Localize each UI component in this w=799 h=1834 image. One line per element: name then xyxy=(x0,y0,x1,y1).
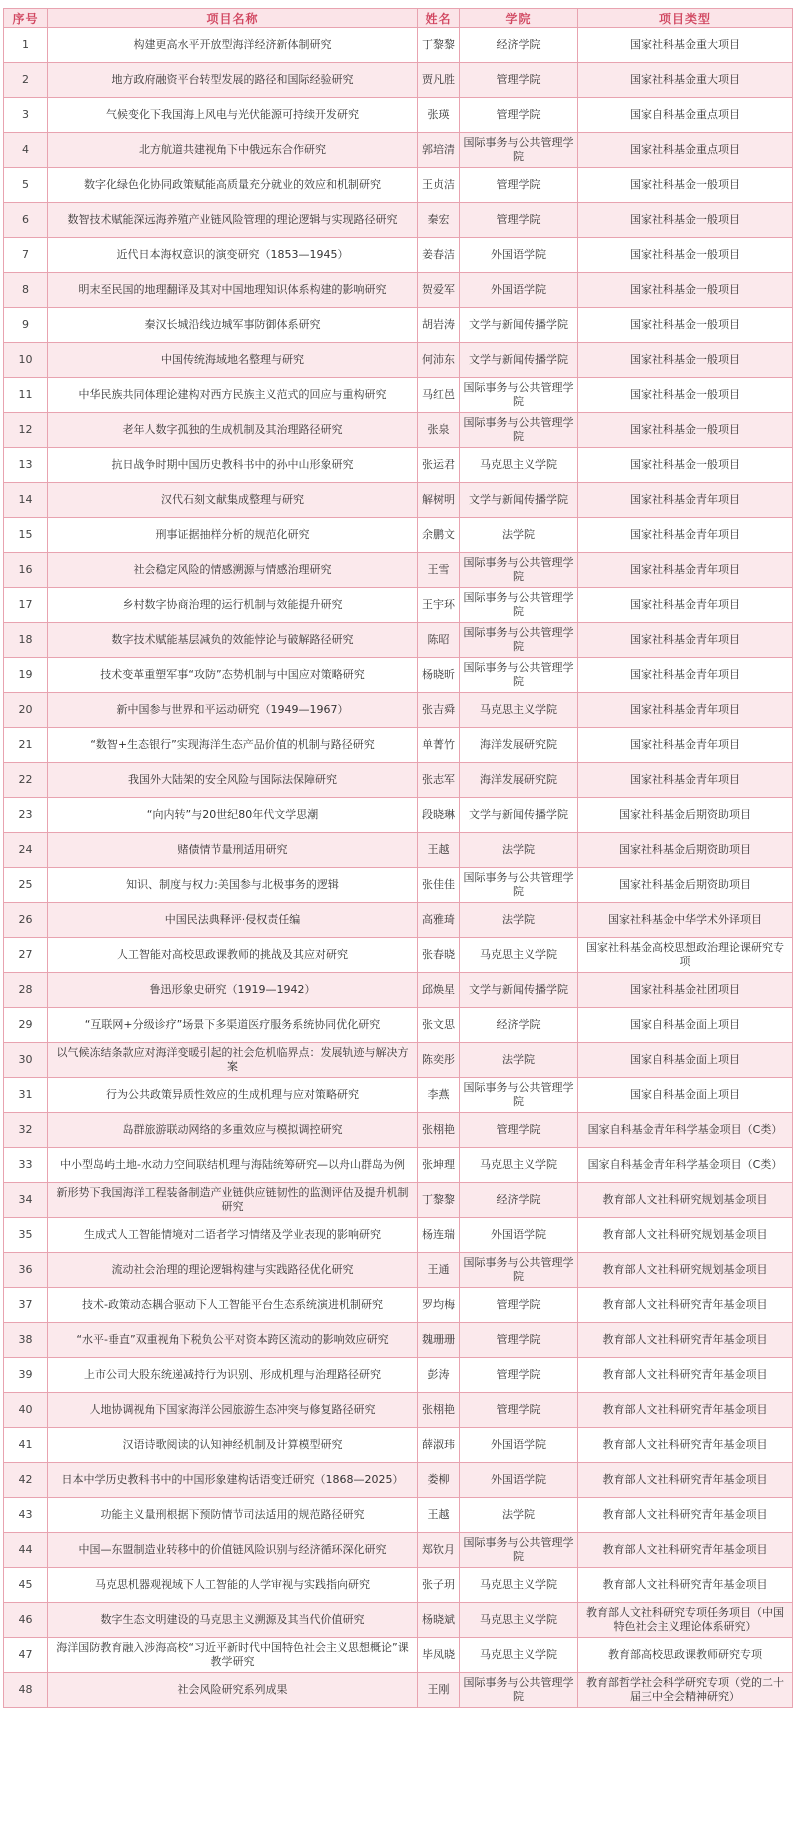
row-college: 国际事务与公共管理学院 xyxy=(460,1673,578,1708)
table-row xyxy=(4,518,793,553)
row-person-name: 张志军 xyxy=(418,763,460,798)
row-college: 文学与新闻传播学院 xyxy=(460,973,578,1008)
table-row xyxy=(4,693,793,728)
row-college: 海洋发展研究院 xyxy=(460,763,578,798)
row-project-type: 国家社科基金青年项目 xyxy=(578,483,793,518)
row-college: 管理学院 xyxy=(460,98,578,133)
row-person-name: 李燕 xyxy=(418,1078,460,1113)
row-person-name: 马红邑 xyxy=(418,378,460,413)
row-index: 35 xyxy=(4,1218,48,1253)
row-college: 管理学院 xyxy=(460,1393,578,1428)
row-person-name: 余鹏文 xyxy=(418,518,460,553)
row-person-name: 王越 xyxy=(418,833,460,868)
row-project-type: 国家社科基金一般项目 xyxy=(578,203,793,238)
row-project-type: 国家社科基金一般项目 xyxy=(578,168,793,203)
row-project-type: 国家社科基金中华学术外译项目 xyxy=(578,903,793,938)
row-project-type: 教育部人文社科研究青年基金项目 xyxy=(578,1533,793,1568)
row-college: 马克思主义学院 xyxy=(460,1603,578,1638)
row-person-name: 解树明 xyxy=(418,483,460,518)
row-index: 17 xyxy=(4,588,48,623)
row-project-type: 国家社科基金一般项目 xyxy=(578,378,793,413)
row-college: 国际事务与公共管理学院 xyxy=(460,133,578,168)
row-index: 47 xyxy=(4,1638,48,1673)
row-index: 7 xyxy=(4,238,48,273)
table-row xyxy=(4,1568,793,1603)
row-project-name: 人工智能对高校思政课教师的挑战及其应对研究 xyxy=(48,938,418,973)
row-index: 42 xyxy=(4,1463,48,1498)
row-project-name: “数智+生态银行”实现海洋生态产品价值的机制与路径研究 xyxy=(48,728,418,763)
row-project-name: 赌债情节量刑适用研究 xyxy=(48,833,418,868)
row-college: 马克思主义学院 xyxy=(460,448,578,483)
row-project-name: 乡村数字协商治理的运行机制与效能提升研究 xyxy=(48,588,418,623)
row-index: 13 xyxy=(4,448,48,483)
table-row xyxy=(4,1533,793,1568)
row-index: 20 xyxy=(4,693,48,728)
row-index: 26 xyxy=(4,903,48,938)
row-index: 10 xyxy=(4,343,48,378)
row-person-name: 张春晓 xyxy=(418,938,460,973)
row-index: 22 xyxy=(4,763,48,798)
row-index: 15 xyxy=(4,518,48,553)
row-project-type: 国家自科基金青年科学基金项目（C类） xyxy=(578,1113,793,1148)
row-project-name: 北方航道共建视角下中俄远东合作研究 xyxy=(48,133,418,168)
row-person-name: 郑钦月 xyxy=(418,1533,460,1568)
row-project-name: 中国民法典释评·侵权责任编 xyxy=(48,903,418,938)
row-project-name: 马克思机器观视域下人工智能的人学审视与实践指向研究 xyxy=(48,1568,418,1603)
row-project-name: 功能主义量刑根据下预防情节司法适用的规范路径研究 xyxy=(48,1498,418,1533)
row-person-name: 张子玥 xyxy=(418,1568,460,1603)
table-row xyxy=(4,203,793,238)
row-project-type: 教育部人文社科研究青年基金项目 xyxy=(578,1428,793,1463)
row-person-name: 王刚 xyxy=(418,1673,460,1708)
table-row xyxy=(4,1428,793,1463)
table-row xyxy=(4,308,793,343)
row-person-name: 贾凡胜 xyxy=(418,63,460,98)
row-project-name: 知识、制度与权力:美国参与北极事务的逻辑 xyxy=(48,868,418,903)
row-college: 国际事务与公共管理学院 xyxy=(460,1253,578,1288)
row-college: 马克思主义学院 xyxy=(460,938,578,973)
table-row xyxy=(4,98,793,133)
table-row xyxy=(4,483,793,518)
row-college: 海洋发展研究院 xyxy=(460,728,578,763)
row-index: 4 xyxy=(4,133,48,168)
row-project-type: 国家社科基金重大项目 xyxy=(578,28,793,63)
row-project-name: 鲁迅形象史研究（1919—1942） xyxy=(48,973,418,1008)
row-person-name: 王越 xyxy=(418,1498,460,1533)
row-project-type: 国家自科基金面上项目 xyxy=(578,1078,793,1113)
row-college: 马克思主义学院 xyxy=(460,1638,578,1673)
row-person-name: 王宇环 xyxy=(418,588,460,623)
row-project-name: 我国外大陆架的安全风险与国际法保障研究 xyxy=(48,763,418,798)
row-college: 外国语学院 xyxy=(460,1428,578,1463)
row-project-name: 汉代石刻文献集成整理与研究 xyxy=(48,483,418,518)
row-index: 5 xyxy=(4,168,48,203)
row-project-type: 国家社科基金一般项目 xyxy=(578,273,793,308)
row-index: 23 xyxy=(4,798,48,833)
row-person-name: 丁黎黎 xyxy=(418,28,460,63)
row-project-name: 以气候冻结条款应对海洋变暖引起的社会危机临界点：发展轨迹与解决方案 xyxy=(48,1043,418,1078)
row-college: 国际事务与公共管理学院 xyxy=(460,623,578,658)
row-project-type: 教育部人文社科研究规划基金项目 xyxy=(578,1183,793,1218)
row-project-name: 岛群旅游联动网络的多重效应与模拟调控研究 xyxy=(48,1113,418,1148)
row-project-type: 国家社科基金后期资助项目 xyxy=(578,868,793,903)
table-row xyxy=(4,868,793,903)
row-project-name: “互联网+分级诊疗”场景下多渠道医疗服务系统协同优化研究 xyxy=(48,1008,418,1043)
row-project-name: 抗日战争时期中国历史教科书中的孙中山形象研究 xyxy=(48,448,418,483)
row-college: 管理学院 xyxy=(460,1358,578,1393)
row-college: 文学与新闻传播学院 xyxy=(460,308,578,343)
row-index: 30 xyxy=(4,1043,48,1078)
row-person-name: 张运君 xyxy=(418,448,460,483)
row-index: 29 xyxy=(4,1008,48,1043)
row-project-type: 教育部人文社科研究青年基金项目 xyxy=(578,1498,793,1533)
row-project-name: 技术-政策动态耦合驱动下人工智能平台生态系统演进机制研究 xyxy=(48,1288,418,1323)
row-project-type: 教育部人文社科研究规划基金项目 xyxy=(578,1253,793,1288)
row-index: 39 xyxy=(4,1358,48,1393)
row-index: 43 xyxy=(4,1498,48,1533)
row-college: 管理学院 xyxy=(460,1323,578,1358)
row-project-type: 国家社科基金青年项目 xyxy=(578,553,793,588)
row-project-name: 社会风险研究系列成果 xyxy=(48,1673,418,1708)
row-person-name: 陈奕彤 xyxy=(418,1043,460,1078)
row-person-name: 贺爱军 xyxy=(418,273,460,308)
row-index: 1 xyxy=(4,28,48,63)
row-person-name: 毕凤晓 xyxy=(418,1638,460,1673)
row-person-name: 娄柳 xyxy=(418,1463,460,1498)
row-college: 国际事务与公共管理学院 xyxy=(460,553,578,588)
row-project-type: 教育部人文社科研究青年基金项目 xyxy=(578,1393,793,1428)
table-row xyxy=(4,903,793,938)
row-index: 3 xyxy=(4,98,48,133)
table-row xyxy=(4,413,793,448)
table-row xyxy=(4,833,793,868)
table-row xyxy=(4,1498,793,1533)
row-index: 19 xyxy=(4,658,48,693)
row-project-name: 中小型岛屿土地-水动力空间联结机理与海陆统筹研究—以舟山群岛为例 xyxy=(48,1148,418,1183)
row-project-name: 社会稳定风险的情感溯源与情感治理研究 xyxy=(48,553,418,588)
table-body xyxy=(4,28,793,1708)
row-index: 11 xyxy=(4,378,48,413)
row-project-type: 国家自科基金面上项目 xyxy=(578,1043,793,1078)
table-row xyxy=(4,133,793,168)
row-index: 6 xyxy=(4,203,48,238)
table-row xyxy=(4,448,793,483)
row-college: 国际事务与公共管理学院 xyxy=(460,658,578,693)
row-college: 马克思主义学院 xyxy=(460,693,578,728)
row-project-name: 数字生态文明建设的马克思主义溯源及其当代价值研究 xyxy=(48,1603,418,1638)
row-person-name: 杨连瑞 xyxy=(418,1218,460,1253)
header-project-name: 项目名称 xyxy=(48,9,418,28)
row-college: 管理学院 xyxy=(460,1113,578,1148)
row-person-name: 王雪 xyxy=(418,553,460,588)
row-project-type: 国家社科基金青年项目 xyxy=(578,728,793,763)
row-project-name: 地方政府融资平台转型发展的路径和国际经验研究 xyxy=(48,63,418,98)
row-project-name: 新形势下我国海洋工程装备制造产业链供应链韧性的监测评估及提升机制研究 xyxy=(48,1183,418,1218)
table-row xyxy=(4,1393,793,1428)
table-row xyxy=(4,238,793,273)
row-college: 国际事务与公共管理学院 xyxy=(460,1078,578,1113)
row-college: 法学院 xyxy=(460,1498,578,1533)
row-index: 40 xyxy=(4,1393,48,1428)
table-row xyxy=(4,623,793,658)
row-index: 12 xyxy=(4,413,48,448)
table-row xyxy=(4,378,793,413)
row-index: 36 xyxy=(4,1253,48,1288)
row-index: 32 xyxy=(4,1113,48,1148)
row-college: 管理学院 xyxy=(460,168,578,203)
row-index: 31 xyxy=(4,1078,48,1113)
row-project-type: 国家社科基金社团项目 xyxy=(578,973,793,1008)
table-row xyxy=(4,973,793,1008)
row-person-name: 彭涛 xyxy=(418,1358,460,1393)
row-project-name: 中国传统海域地名整理与研究 xyxy=(48,343,418,378)
row-index: 46 xyxy=(4,1603,48,1638)
row-college: 经济学院 xyxy=(460,1183,578,1218)
row-college: 外国语学院 xyxy=(460,1463,578,1498)
row-project-type: 国家自科基金青年科学基金项目（C类） xyxy=(578,1148,793,1183)
table-row xyxy=(4,1323,793,1358)
row-project-type: 国家自科基金面上项目 xyxy=(578,1008,793,1043)
project-table-container xyxy=(3,8,792,1708)
table-row xyxy=(4,168,793,203)
table-row xyxy=(4,763,793,798)
row-index: 9 xyxy=(4,308,48,343)
row-project-type: 国家社科基金一般项目 xyxy=(578,308,793,343)
row-index: 21 xyxy=(4,728,48,763)
table-row xyxy=(4,1638,793,1673)
row-index: 8 xyxy=(4,273,48,308)
row-index: 24 xyxy=(4,833,48,868)
row-person-name: 张坤理 xyxy=(418,1148,460,1183)
row-project-name: 生成式人工智能情境对二语者学习情绪及学业表现的影响研究 xyxy=(48,1218,418,1253)
table-row xyxy=(4,1008,793,1043)
row-index: 14 xyxy=(4,483,48,518)
table-row xyxy=(4,1288,793,1323)
table-row xyxy=(4,1078,793,1113)
row-project-type: 教育部人文社科研究青年基金项目 xyxy=(578,1358,793,1393)
row-person-name: 邱焕星 xyxy=(418,973,460,1008)
project-table xyxy=(3,8,793,1708)
row-project-name: 行为公共政策异质性效应的生成机理与应对策略研究 xyxy=(48,1078,418,1113)
row-person-name: 丁黎黎 xyxy=(418,1183,460,1218)
row-college: 国际事务与公共管理学院 xyxy=(460,868,578,903)
row-college: 文学与新闻传播学院 xyxy=(460,798,578,833)
table-row xyxy=(4,1148,793,1183)
row-project-type: 教育部人文社科研究规划基金项目 xyxy=(578,1218,793,1253)
row-project-type: 教育部人文社科研究专项任务项目（中国特色社会主义理论体系研究） xyxy=(578,1603,793,1638)
table-row xyxy=(4,588,793,623)
table-row xyxy=(4,1183,793,1218)
row-college: 经济学院 xyxy=(460,28,578,63)
row-college: 法学院 xyxy=(460,833,578,868)
row-college: 外国语学院 xyxy=(460,238,578,273)
row-project-name: 上市公司大股东统递减持行为识别、形成机理与治理路径研究 xyxy=(48,1358,418,1393)
row-project-type: 教育部人文社科研究青年基金项目 xyxy=(578,1323,793,1358)
table-row xyxy=(4,728,793,763)
row-project-name: 日本中学历史教科书中的中国形象建构话语变迁研究（1868—2025） xyxy=(48,1463,418,1498)
row-person-name: 张佳佳 xyxy=(418,868,460,903)
row-index: 41 xyxy=(4,1428,48,1463)
row-project-type: 国家社科基金重点项目 xyxy=(578,133,793,168)
row-project-name: 老年人数字孤独的生成机制及其治理路径研究 xyxy=(48,413,418,448)
row-project-name: 技术变革重塑军事“攻防”态势机制与中国应对策略研究 xyxy=(48,658,418,693)
row-project-type: 国家社科基金青年项目 xyxy=(578,658,793,693)
row-index: 38 xyxy=(4,1323,48,1358)
row-project-name: 汉语诗歌阅读的认知神经机制及计算模型研究 xyxy=(48,1428,418,1463)
row-project-name: 明末至民国的地理翻译及其对中国地理知识体系构建的影响研究 xyxy=(48,273,418,308)
row-project-type: 国家社科基金高校思想政治理论课研究专项 xyxy=(578,938,793,973)
row-college: 外国语学院 xyxy=(460,273,578,308)
row-index: 48 xyxy=(4,1673,48,1708)
row-project-name: 秦汉长城沿线边城军事防御体系研究 xyxy=(48,308,418,343)
row-college: 管理学院 xyxy=(460,1288,578,1323)
row-project-name: “水平-垂直”双重视角下税负公平对资本跨区流动的影响效应研究 xyxy=(48,1323,418,1358)
row-project-name: 数字化绿色化协同政策赋能高质量充分就业的效应和机制研究 xyxy=(48,168,418,203)
row-person-name: 张栩艳 xyxy=(418,1113,460,1148)
row-project-type: 国家社科基金青年项目 xyxy=(578,518,793,553)
row-person-name: 张文思 xyxy=(418,1008,460,1043)
row-person-name: 魏珊珊 xyxy=(418,1323,460,1358)
row-project-name: 流动社会治理的理论逻辑构建与实践路径优化研究 xyxy=(48,1253,418,1288)
header-index: 序号 xyxy=(4,9,48,28)
row-project-type: 教育部高校思政课教师研究专项 xyxy=(578,1638,793,1673)
row-person-name: 高雅琦 xyxy=(418,903,460,938)
table-row xyxy=(4,1113,793,1148)
row-project-name: 人地协调视角下国家海洋公园旅游生态冲突与修复路径研究 xyxy=(48,1393,418,1428)
table-row xyxy=(4,658,793,693)
row-person-name: 姜春洁 xyxy=(418,238,460,273)
table-row xyxy=(4,1218,793,1253)
row-project-name: 气候变化下我国海上风电与光伏能源可持续开发研究 xyxy=(48,98,418,133)
row-college: 经济学院 xyxy=(460,1008,578,1043)
row-project-type: 国家社科基金一般项目 xyxy=(578,448,793,483)
row-project-type: 教育部人文社科研究青年基金项目 xyxy=(578,1463,793,1498)
row-project-type: 教育部人文社科研究青年基金项目 xyxy=(578,1568,793,1603)
row-index: 45 xyxy=(4,1568,48,1603)
header-college: 学院 xyxy=(460,9,578,28)
table-row xyxy=(4,1358,793,1393)
row-project-name: 中华民族共同体理论建构对西方民族主义范式的回应与重构研究 xyxy=(48,378,418,413)
table-row xyxy=(4,1603,793,1638)
row-college: 国际事务与公共管理学院 xyxy=(460,1533,578,1568)
row-person-name: 张栩艳 xyxy=(418,1393,460,1428)
table-row xyxy=(4,63,793,98)
row-person-name: 罗均梅 xyxy=(418,1288,460,1323)
row-person-name: 杨晓昕 xyxy=(418,658,460,693)
row-college: 国际事务与公共管理学院 xyxy=(460,588,578,623)
table-row xyxy=(4,1463,793,1498)
row-index: 18 xyxy=(4,623,48,658)
row-project-type: 国家社科基金青年项目 xyxy=(578,623,793,658)
row-college: 法学院 xyxy=(460,903,578,938)
row-project-name: 刑事证据抽样分析的规范化研究 xyxy=(48,518,418,553)
row-college: 管理学院 xyxy=(460,63,578,98)
table-row xyxy=(4,1673,793,1708)
row-project-type: 国家社科基金一般项目 xyxy=(578,413,793,448)
row-person-name: 薛淑玮 xyxy=(418,1428,460,1463)
row-project-type: 国家社科基金青年项目 xyxy=(578,588,793,623)
row-index: 25 xyxy=(4,868,48,903)
row-project-type: 国家社科基金青年项目 xyxy=(578,693,793,728)
row-college: 文学与新闻传播学院 xyxy=(460,483,578,518)
row-project-type: 国家社科基金青年项目 xyxy=(578,763,793,798)
row-project-name: 中国—东盟制造业转移中的价值链风险识别与经济循环深化研究 xyxy=(48,1533,418,1568)
row-project-type: 教育部人文社科研究青年基金项目 xyxy=(578,1288,793,1323)
row-person-name: 何沛东 xyxy=(418,343,460,378)
table-row xyxy=(4,798,793,833)
row-college: 管理学院 xyxy=(460,203,578,238)
row-project-type: 国家社科基金重大项目 xyxy=(578,63,793,98)
table-row xyxy=(4,28,793,63)
row-person-name: 胡岩涛 xyxy=(418,308,460,343)
row-project-name: 新中国参与世界和平运动研究（1949—1967） xyxy=(48,693,418,728)
row-college: 马克思主义学院 xyxy=(460,1568,578,1603)
row-project-name: “向内转”与20世纪80年代文学思潮 xyxy=(48,798,418,833)
row-college: 国际事务与公共管理学院 xyxy=(460,413,578,448)
row-index: 34 xyxy=(4,1183,48,1218)
row-person-name: 杨晓斌 xyxy=(418,1603,460,1638)
table-header-row xyxy=(4,9,793,28)
row-person-name: 张吉舜 xyxy=(418,693,460,728)
row-person-name: 秦宏 xyxy=(418,203,460,238)
row-index: 27 xyxy=(4,938,48,973)
row-project-type: 教育部哲学社会科学研究专项（党的二十届三中全会精神研究） xyxy=(578,1673,793,1708)
row-person-name: 王通 xyxy=(418,1253,460,1288)
row-person-name: 陈昭 xyxy=(418,623,460,658)
row-index: 28 xyxy=(4,973,48,1008)
table-row xyxy=(4,553,793,588)
row-college: 法学院 xyxy=(460,1043,578,1078)
row-index: 2 xyxy=(4,63,48,98)
row-project-type: 国家社科基金后期资助项目 xyxy=(578,833,793,868)
row-project-type: 国家社科基金一般项目 xyxy=(578,238,793,273)
row-project-name: 海洋国防教育融入涉海高校“习近平新时代中国特色社会主义思想概论”课教学研究 xyxy=(48,1638,418,1673)
row-project-type: 国家社科基金后期资助项目 xyxy=(578,798,793,833)
table-row xyxy=(4,273,793,308)
row-person-name: 张泉 xyxy=(418,413,460,448)
row-college: 外国语学院 xyxy=(460,1218,578,1253)
row-project-name: 数智技术赋能深远海养殖产业链风险管理的理论逻辑与实现路径研究 xyxy=(48,203,418,238)
row-index: 44 xyxy=(4,1533,48,1568)
row-index: 33 xyxy=(4,1148,48,1183)
row-project-name: 近代日本海权意识的演变研究（1853—1945） xyxy=(48,238,418,273)
row-college: 马克思主义学院 xyxy=(460,1148,578,1183)
row-college: 文学与新闻传播学院 xyxy=(460,343,578,378)
row-person-name: 单菁竹 xyxy=(418,728,460,763)
table-row xyxy=(4,1043,793,1078)
row-person-name: 郭培清 xyxy=(418,133,460,168)
row-person-name: 段晓琳 xyxy=(418,798,460,833)
row-project-type: 国家自科基金重点项目 xyxy=(578,98,793,133)
header-name: 姓名 xyxy=(418,9,460,28)
table-row xyxy=(4,1253,793,1288)
row-index: 16 xyxy=(4,553,48,588)
row-college: 国际事务与公共管理学院 xyxy=(460,378,578,413)
row-project-type: 国家社科基金一般项目 xyxy=(578,343,793,378)
table-row xyxy=(4,938,793,973)
table-row xyxy=(4,343,793,378)
row-college: 法学院 xyxy=(460,518,578,553)
row-project-name: 数字技术赋能基层减负的效能悖论与破解路径研究 xyxy=(48,623,418,658)
row-person-name: 王贞洁 xyxy=(418,168,460,203)
row-person-name: 张瑛 xyxy=(418,98,460,133)
header-project-type: 项目类型 xyxy=(578,9,793,28)
row-project-name: 构建更高水平开放型海洋经济新体制研究 xyxy=(48,28,418,63)
row-index: 37 xyxy=(4,1288,48,1323)
